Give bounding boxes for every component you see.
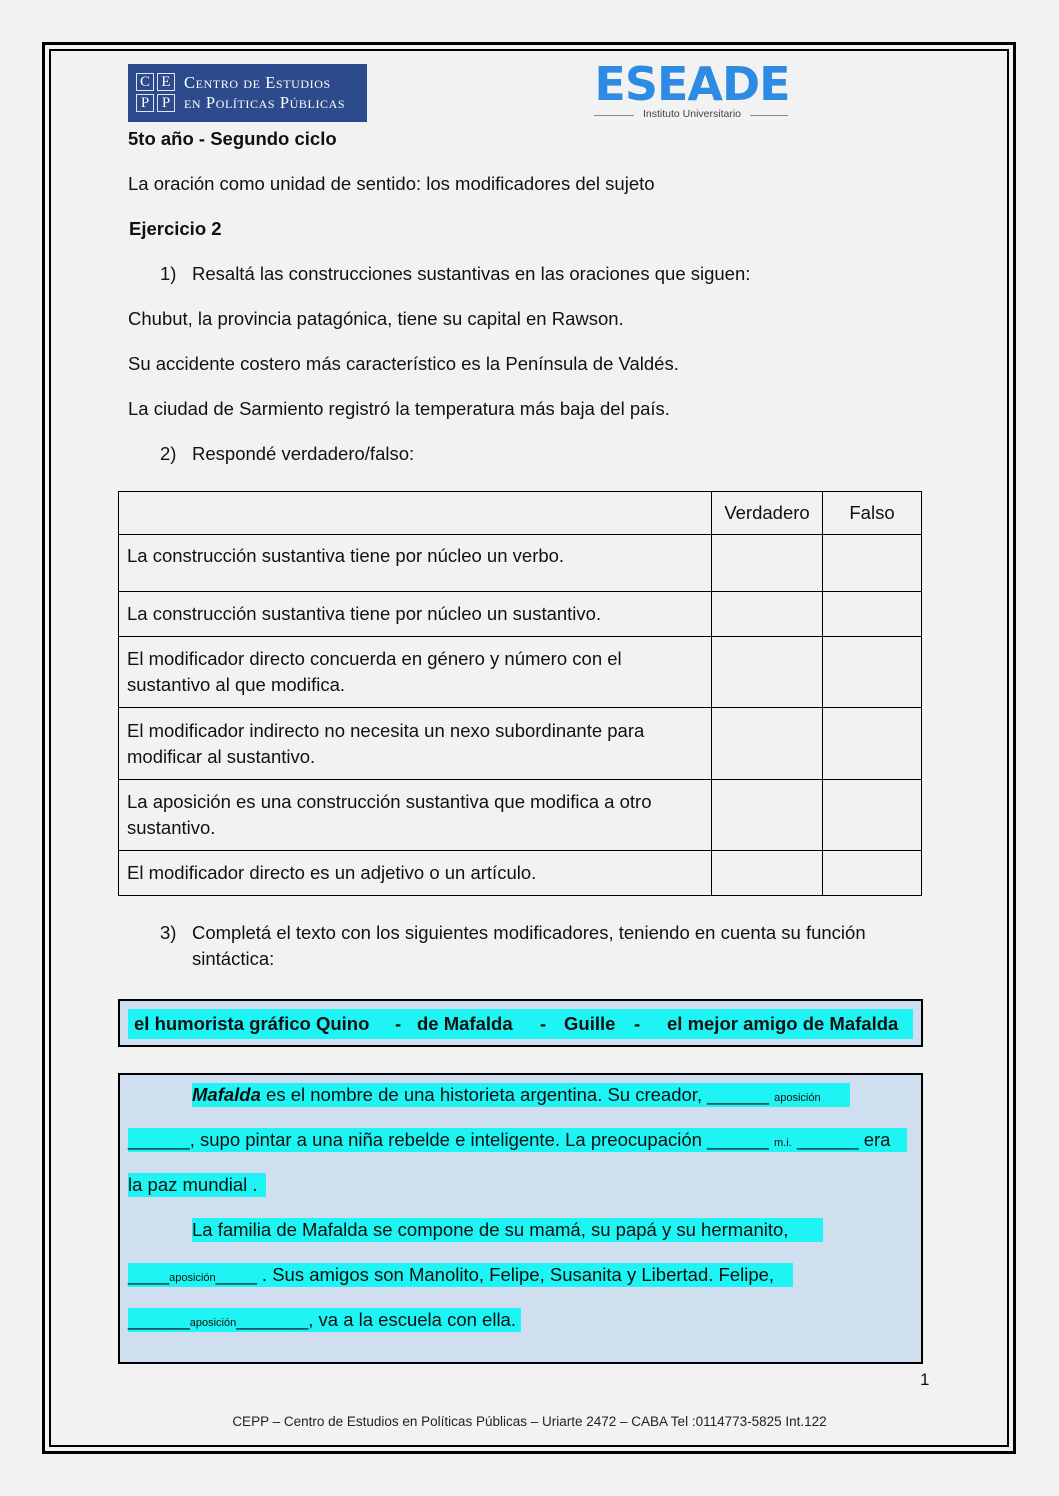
cepp-logo-letter: C [136, 73, 154, 91]
table-row [119, 851, 922, 896]
fill-text-line: La familia de Mafalda se compone de su mamá, su papá y su hermanito, [192, 1219, 789, 1240]
falso-answer-cell[interactable] [823, 637, 922, 708]
fill-text-line: la paz mundial . [128, 1174, 258, 1195]
table-row [119, 535, 922, 592]
q3-instruction: Completá el texto con los siguientes modificadores, teniendo en cuenta su función [192, 922, 866, 943]
falso-answer-cell[interactable] [823, 592, 922, 637]
statement-text: sustantivo. [127, 817, 216, 838]
statement-text: La construcción sustantiva tiene por núcleo un sustantivo. [127, 603, 602, 624]
cepp-logo-letter: E [157, 73, 175, 91]
eseade-logo-rule [750, 115, 788, 116]
verdadero-answer-cell[interactable] [712, 535, 823, 592]
word-bank-item: Guille [564, 1013, 616, 1034]
q1-sentence: La ciudad de Sarmiento registró la temperatura más baja del país. [128, 398, 670, 419]
falso-answer-cell[interactable] [823, 780, 922, 851]
verdadero-header: Verdadero [712, 492, 823, 535]
statement-text: El modificador directo es un adjetivo o un artículo. [127, 862, 537, 883]
verdadero-answer-cell[interactable] [712, 708, 823, 780]
table-row [119, 592, 922, 637]
statement-cell [119, 708, 712, 780]
q2-instruction: Respondé verdadero/falso: [192, 443, 415, 464]
table-row [119, 708, 922, 780]
statement-text: La construcción sustantiva tiene por núcleo un verbo. [127, 545, 565, 566]
table-row [119, 637, 922, 708]
statement-cell [119, 535, 712, 592]
table-row [119, 780, 922, 851]
page-number: 1 [920, 1370, 930, 1389]
verdadero-answer-cell[interactable] [712, 780, 823, 851]
cepp-logo-line1: Centro de Estudios [184, 73, 331, 92]
blank-hint: aposición [774, 1092, 821, 1104]
eseade-logo-subtitle: Instituto Universitario [642, 108, 742, 120]
q1-sentence: Su accidente costero más característico es la Península de Valdés. [128, 353, 679, 374]
statement-cell [119, 592, 712, 637]
word-bank-separator: - [540, 1013, 547, 1034]
blank-hint: m.i. [773, 1137, 792, 1149]
q3-number: 3) [160, 922, 177, 943]
verdadero-answer-cell[interactable] [712, 592, 823, 637]
eseade-logo-rule [594, 115, 634, 116]
word-bank [118, 999, 923, 1047]
statement-cell [119, 780, 712, 851]
fill-text-line [192, 1083, 821, 1110]
q2-number: 2) [160, 443, 177, 464]
exercise-title: Ejercicio 2 [129, 218, 222, 239]
verdadero-answer-cell[interactable] [712, 637, 823, 708]
topic-title: La oración como unidad de sentido: los modificadores del sujeto [128, 173, 655, 194]
statement-cell [119, 637, 712, 708]
word-bank-item: de Mafalda [417, 1013, 513, 1034]
statement-text: El modificador directo concuerda en género y número con el [127, 648, 622, 669]
table-header-cell [119, 492, 712, 535]
statement-cell [119, 851, 712, 896]
statement-text: La aposición es una construcción sustantiva que modifica a otro [127, 791, 652, 812]
verdadero-answer-cell[interactable] [712, 851, 823, 896]
falso-answer-cell[interactable] [823, 851, 922, 896]
blank-hint: aposición [189, 1317, 237, 1329]
fill-text-segment: ______, supo pintar a una niña rebelde e inteligente. La preocupación ______ [128, 1129, 774, 1150]
eseade-logo: ESEADE [594, 57, 790, 111]
word-bank-separator: - [395, 1013, 402, 1034]
fill-text-line [128, 1263, 774, 1290]
q1-sentence: Chubut, la provincia patagónica, tiene su capital en Rawson. [128, 308, 624, 329]
fill-text-segment: ______ era [791, 1129, 891, 1150]
cepp-logo-line2: en Políticas Públicas [184, 93, 346, 112]
grade-heading: 5to año - Segundo ciclo [128, 128, 337, 149]
falso-answer-cell[interactable] [823, 535, 922, 592]
fill-text-line [128, 1128, 890, 1155]
blank-hint: aposición [169, 1272, 216, 1284]
cepp-logo-letter: P [136, 94, 154, 112]
fill-text-segment: ______ [128, 1309, 190, 1330]
page-footer: CEPP – Centro de Estudios en Políticas Públicas – Uriarte 2472 – CABA Tel :0114773-5825 Int.122 [232, 1414, 827, 1429]
statement-text: El modificador indirecto no necesita un nexo subordinante para [127, 719, 645, 741]
cepp-logo-grid [136, 73, 176, 113]
statement-text: modificar al sustantivo. [127, 745, 316, 767]
comic-title: Mafalda [192, 1084, 261, 1105]
fill-text-segment: es el nombre de una historieta argentina. Su creador, ______ [260, 1084, 775, 1105]
fill-text-line [128, 1308, 516, 1335]
q1-number: 1) [160, 263, 177, 284]
cepp-logo-letter: P [157, 94, 175, 112]
statement-text: sustantivo al que modifica. [127, 674, 346, 695]
fill-text-segment: ____ [128, 1264, 170, 1285]
word-bank-item: el mejor amigo de Mafalda [667, 1013, 899, 1034]
table-header-row [119, 492, 922, 535]
fill-text-segment: _______, va a la escuela con ella. [236, 1309, 516, 1330]
word-bank-separator: - [634, 1013, 641, 1034]
q3-instruction-cont: sintáctica: [192, 948, 275, 969]
falso-header: Falso [823, 492, 922, 535]
word-bank-highlight [128, 1009, 913, 1039]
word-bank-item: el humorista gráfico Quino [134, 1013, 370, 1034]
cepp-logo [128, 64, 367, 122]
true-false-table [118, 491, 922, 896]
q1-instruction: Resaltá las construcciones sustantivas en las oraciones que siguen: [192, 263, 751, 284]
falso-answer-cell[interactable] [823, 708, 922, 780]
fill-text-segment: ____ . Sus amigos son Manolito, Felipe, Susanita y Libertad. Felipe, [215, 1264, 775, 1285]
